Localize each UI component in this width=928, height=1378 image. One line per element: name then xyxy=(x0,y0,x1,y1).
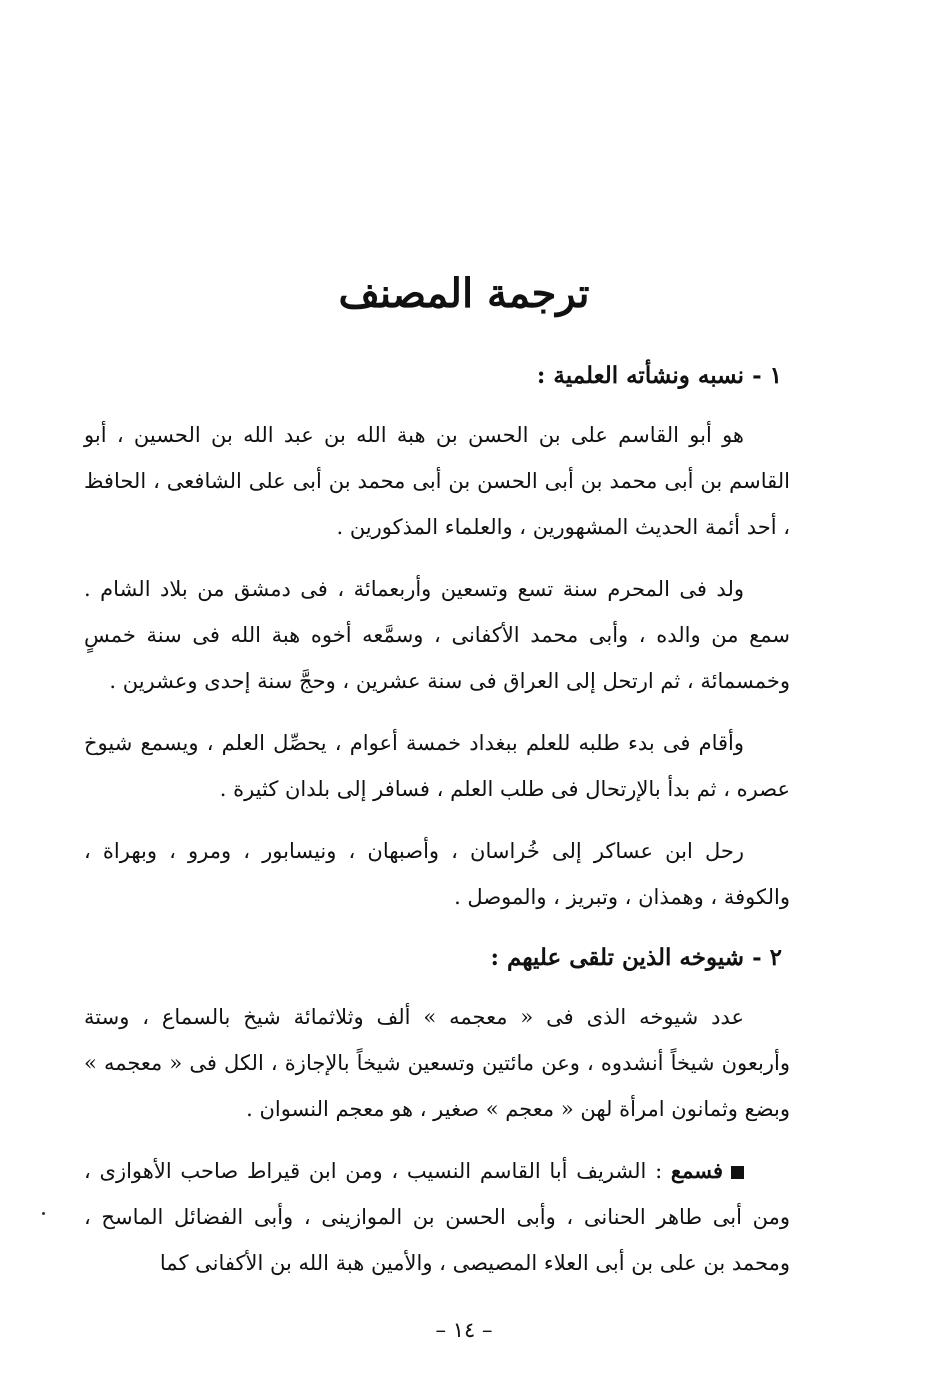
paragraph: رحل ابن عساكر إلى خُراسان ، وأصبهان ، ونيسابور ، ومرو ، وبهراة ، والكوفة ، وهمذان ، وتبريز ، والموصل . xyxy=(84,839,790,909)
page-title: ترجمة المصنف xyxy=(338,270,590,317)
square-bullet-icon xyxy=(731,1166,744,1179)
section-heading-lineage: ١ - نسبه ونشأته العلمية : xyxy=(536,362,782,389)
paragraph: وأقام فى بدء طلبه للعلم ببغداد خمسة أعوام ، يحصِّل العلم ، ويسمع شيوخ عصره ، ثم بدأ بالإرتحال فى طلب العلم ، فسافر إلى بلدان كثيرة . xyxy=(84,731,790,801)
paragraph-with-bullet xyxy=(84,1148,790,1286)
paragraph-text: : الشريف أبا القاسم النسيب ، ومن ابن قيراط صاحب الأهوازى ، ومن أبى طاهر الحنانى ، وأبى الحسن بن الموازينى ، وأبى الفضائل الماسح ، ومحمد بن على بن أبى العلاء المصيصى ، والأمين هبة الله بن الأكفانى كما xyxy=(84,1159,790,1275)
page-number: – ١٤ – xyxy=(435,1318,493,1342)
paragraph: هو أبو القاسم على بن الحسن بن هبة الله بن عبد الله بن الحسين ، أبو القاسم بن أبى محمد بن أبى الحسن بن أبى محمد بن أبى على الشافعى ، الحافظ ، أحد أئمة الحديث المشهورين ، والعلماء المذكورين . xyxy=(84,423,790,539)
page-content xyxy=(84,356,790,1286)
paragraph: ولد فى المحرم سنة تسع وتسعين وأربعمائة ، فى دمشق من بلاد الشام . سمع من والده ، وأبى محمد الأكفانى ، وسمَّعه أخوه هبة الله فى سنة خمسٍ وخمسمائة ، ثم ارتحل إلى العراق فى سنة عشرين ، وحجَّ سنة إحدى وعشرين . xyxy=(84,577,790,693)
lead-word: فسمع xyxy=(670,1158,723,1183)
paragraph: عدد شيوخه الذى فى « معجمه » ألف وثلاثمائة شيخ بالسماع ، وستة وأربعون شيخاً أنشدوه ، وعن مائتين وتسعين شيخاً بالإجازة ، الكل فى « معجمه » وبضع وثمانون امرأة لهن « معجم » صغير ، هو معجم النسوان . xyxy=(84,1005,790,1121)
section-heading-teachers: ٢ - شيوخه الذين تلقى عليهم : xyxy=(490,944,782,971)
scan-speck xyxy=(42,1212,45,1215)
